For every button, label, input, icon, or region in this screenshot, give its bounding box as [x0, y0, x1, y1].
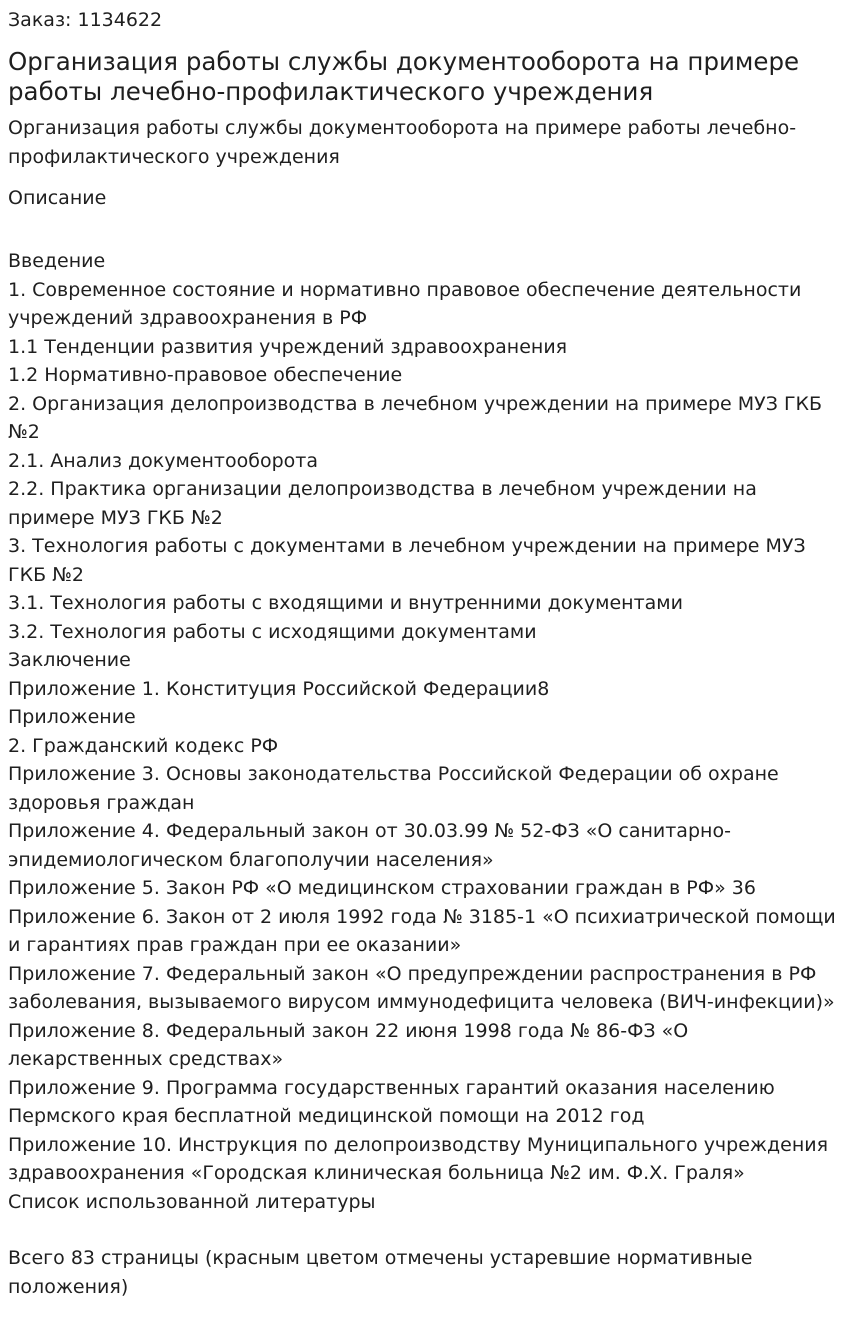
toc-item: Приложение 3. Основы законодательства Российской Федерации об охране здоровья граждан	[8, 763, 779, 814]
toc-item: Приложение 10. Инструкция по делопроизводству Муниципального учреждения здравоохранения «Городская клиническая больница №2 им. Ф.Х. Граля»	[8, 1133, 829, 1184]
toc-item: Приложение 6. Закон от 2 июля 1992 года № 3185-1 «О психиатрической помощи и гарантиях прав граждан при ее оказании»	[8, 905, 836, 956]
page-subtitle: Организация работы службы документооборота на примере работы лечебно-профилактического учреждения	[8, 117, 797, 168]
toc-item: 2. Организация делопроизводства в лечебном учреждении на примере МУЗ ГКБ №2	[8, 392, 823, 443]
toc-item: Приложение 9. Программа государственных гарантий оказания населению Пермского края бесплатной медицинской помощи на 2012 год	[8, 1076, 775, 1127]
toc-item: Заключение	[8, 649, 131, 671]
page-title: Организация работы службы документооборота на примере работы лечебно-профилактического учреждения	[8, 47, 800, 106]
toc-item: Приложение 4. Федеральный закон от 30.03.99 № 52-ФЗ «О санитарно-эпидемиологическом благополучии населения»	[8, 820, 731, 871]
toc-item: 2.2. Практика организации делопроизводства в лечебном учреждении на примере МУЗ ГКБ №2	[8, 478, 757, 529]
toc-item: Приложение	[8, 706, 136, 728]
toc-item: Приложение 1. Конституция Российской Федерации8	[8, 677, 550, 700]
table-of-contents	[8, 247, 843, 1216]
toc-item: 1.1 Тенденции развития учреждений здравоохранения	[8, 335, 568, 358]
toc-item: Приложение 5. Закон РФ «О медицинском страховании граждан в РФ» 36	[8, 877, 756, 899]
toc-item: Приложение 7. Федеральный закон «О предупреждении распространения в РФ заболевания, вызываемого вирусом иммунодефицита человека (ВИЧ-инфекции)»	[8, 962, 835, 1013]
toc-item: 3.2. Технология работы с исходящими документами	[8, 620, 537, 643]
toc-item: 2. Гражданский кодекс РФ	[8, 734, 279, 757]
total-pages-note: Всего 83 страницы (красным цветом отмечены устаревшие нормативные положения)	[8, 1247, 753, 1298]
toc-item: 1. Современное состояние и нормативно правовое обеспечение деятельности учреждений здравоохранения в РФ	[8, 278, 802, 329]
toc-item: Приложение 8. Федеральный закон 22 июня 1998 года № 86-ФЗ «О лекарственных средствах»	[8, 1019, 689, 1070]
toc-item: Введение	[8, 250, 106, 272]
toc-item: 1.2 Нормативно-правовое обеспечение	[8, 364, 403, 386]
toc-item: 3. Технология работы с документами в лечебном учреждении на примере МУЗ ГКБ №2	[8, 535, 806, 586]
toc-item: Список использованной литературы	[8, 1190, 376, 1213]
toc-item: 2.1. Анализ документооборота	[8, 449, 318, 472]
toc-item: 3.1. Технология работы с входящими и внутренними документами	[8, 592, 683, 614]
description-label: Описание	[8, 187, 107, 209]
order-number: Заказ: 1134622	[8, 9, 163, 31]
